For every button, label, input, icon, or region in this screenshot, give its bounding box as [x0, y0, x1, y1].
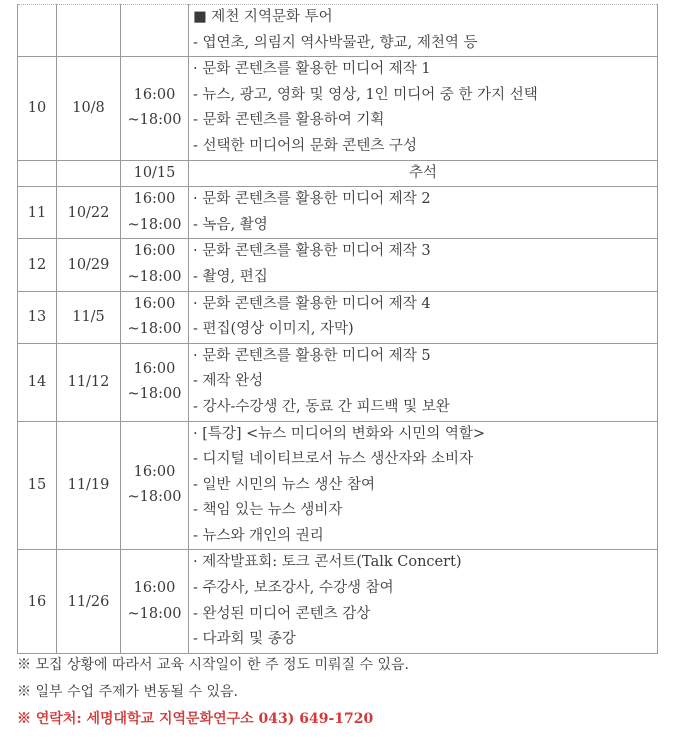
session-number: [18, 160, 57, 187]
session-number: 16: [18, 550, 57, 653]
session-time: [121, 343, 189, 421]
session-number: 12: [18, 239, 57, 291]
content-line: - 완성된 미디어 콘텐츠 감상: [193, 605, 371, 622]
session-number: 15: [18, 421, 57, 550]
content-line: - 디지털 네이티브로서 뉴스 생산자와 소비자: [193, 451, 474, 468]
holiday-label: 추석: [408, 164, 437, 181]
session-time: [121, 550, 189, 653]
session-content: [189, 239, 658, 291]
content-line: ■ 제천 지역문화 투어: [193, 9, 333, 25]
session-date: 11/19: [57, 421, 121, 550]
session-date: 11/5: [57, 291, 121, 343]
time-line: ~18:00: [127, 216, 182, 233]
content-line: - 주강사, 보조강사, 수강생 참여: [193, 580, 394, 597]
session-content: [189, 5, 658, 57]
session-time: [121, 160, 189, 187]
time-line: ~18:00: [127, 386, 182, 403]
schedule-row: [18, 343, 658, 421]
content-line: · [특강] <뉴스 미디어의 변화와 시민의 역할>: [193, 425, 485, 442]
session-number: 10: [18, 57, 57, 160]
content-line: - 제작 완성: [193, 373, 264, 390]
content-line: - 문화 콘텐츠를 활용하여 기획: [193, 112, 385, 129]
session-date: 10/22: [57, 187, 121, 239]
session-content: [189, 291, 658, 343]
schedule-row: [18, 291, 658, 343]
time-line: 10/15: [133, 164, 176, 181]
content-line: · 문화 콘텐츠를 활용한 미디어 제작 3: [193, 243, 431, 260]
content-line: - 엽연초, 의림지 역사박물관, 향교, 제천역 등: [193, 34, 478, 51]
content-line: - 녹음, 촬영: [193, 216, 268, 233]
session-number: 11: [18, 187, 57, 239]
note-delay: ※ 모집 상황에 따라서 교육 시작일이 한 주 정도 미뤄질 수 있음.: [17, 657, 409, 673]
content-line: - 편집(영상 이미지, 자막): [193, 321, 354, 338]
session-content: [189, 343, 658, 421]
time-line: 16:00: [133, 191, 176, 208]
session-time: [121, 239, 189, 291]
schedule-body: [18, 5, 658, 654]
schedule-row: [18, 57, 658, 160]
session-date: 11/12: [57, 343, 121, 421]
session-date: 11/26: [57, 550, 121, 653]
session-content: [189, 160, 658, 187]
content-line: · 문화 콘텐츠를 활용한 미디어 제작 2: [193, 191, 431, 208]
content-line: · 제작발표회: 토크 콘서트(Talk Concert): [193, 554, 462, 571]
time-line: ~18:00: [127, 112, 182, 129]
time-line: 16:00: [133, 243, 176, 260]
notes-section: [17, 652, 657, 733]
content-line: · 문화 콘텐츠를 활용한 미디어 제작 5: [193, 347, 431, 364]
session-content: [189, 187, 658, 239]
time-line: 16:00: [133, 295, 176, 312]
time-line: 16:00: [133, 580, 176, 597]
content-line: - 다과회 및 종강: [193, 631, 296, 648]
content-line: - 책임 있는 뉴스 생비자: [193, 502, 343, 519]
session-time: [121, 57, 189, 160]
schedule-row: [18, 5, 658, 57]
content-line: · 문화 콘텐츠를 활용한 미디어 제작 4: [193, 295, 431, 312]
time-line: 16:00: [133, 86, 176, 103]
session-number: 13: [18, 291, 57, 343]
content-line: - 뉴스와 개인의 권리: [193, 527, 324, 544]
schedule-row: [18, 160, 658, 187]
contact-info: ※ 연락처: 세명대학교 지역문화연구소 043) 649-1720: [17, 711, 374, 727]
content-line: - 강사-수강생 간, 동료 간 피드백 및 보완: [193, 398, 450, 415]
schedule-row: [18, 421, 658, 550]
content-line: - 뉴스, 광고, 영화 및 영상, 1인 미디어 중 한 가지 선택: [193, 86, 538, 103]
session-time: [121, 5, 189, 57]
content-line: - 선택한 미디어의 문화 콘텐츠 구성: [193, 137, 418, 154]
session-number: 14: [18, 343, 57, 421]
time-line: ~18:00: [127, 268, 182, 285]
session-date: 10/8: [57, 57, 121, 160]
schedule-row: [18, 239, 658, 291]
time-line: ~18:00: [127, 321, 182, 338]
schedule-table: [17, 4, 658, 654]
session-content: [189, 57, 658, 160]
content-line: - 촬영, 편집: [193, 268, 268, 285]
time-line: 16:00: [133, 463, 176, 480]
session-date: [57, 5, 121, 57]
session-time: [121, 421, 189, 550]
schedule-row: [18, 187, 658, 239]
schedule-row: [18, 550, 658, 653]
session-time: [121, 291, 189, 343]
time-line: 16:00: [133, 360, 176, 377]
note-topic-change: ※ 일부 수업 주제가 변동될 수 있음.: [17, 684, 238, 700]
session-date: [57, 160, 121, 187]
session-date: 10/29: [57, 239, 121, 291]
time-line: ~18:00: [127, 489, 182, 506]
session-content: [189, 421, 658, 550]
session-content: [189, 550, 658, 653]
session-time: [121, 187, 189, 239]
content-line: - 일반 시민의 뉴스 생산 참여: [193, 476, 376, 493]
session-number: [18, 5, 57, 57]
time-line: ~18:00: [127, 605, 182, 622]
content-line: · 문화 콘텐츠를 활용한 미디어 제작 1: [193, 61, 431, 78]
